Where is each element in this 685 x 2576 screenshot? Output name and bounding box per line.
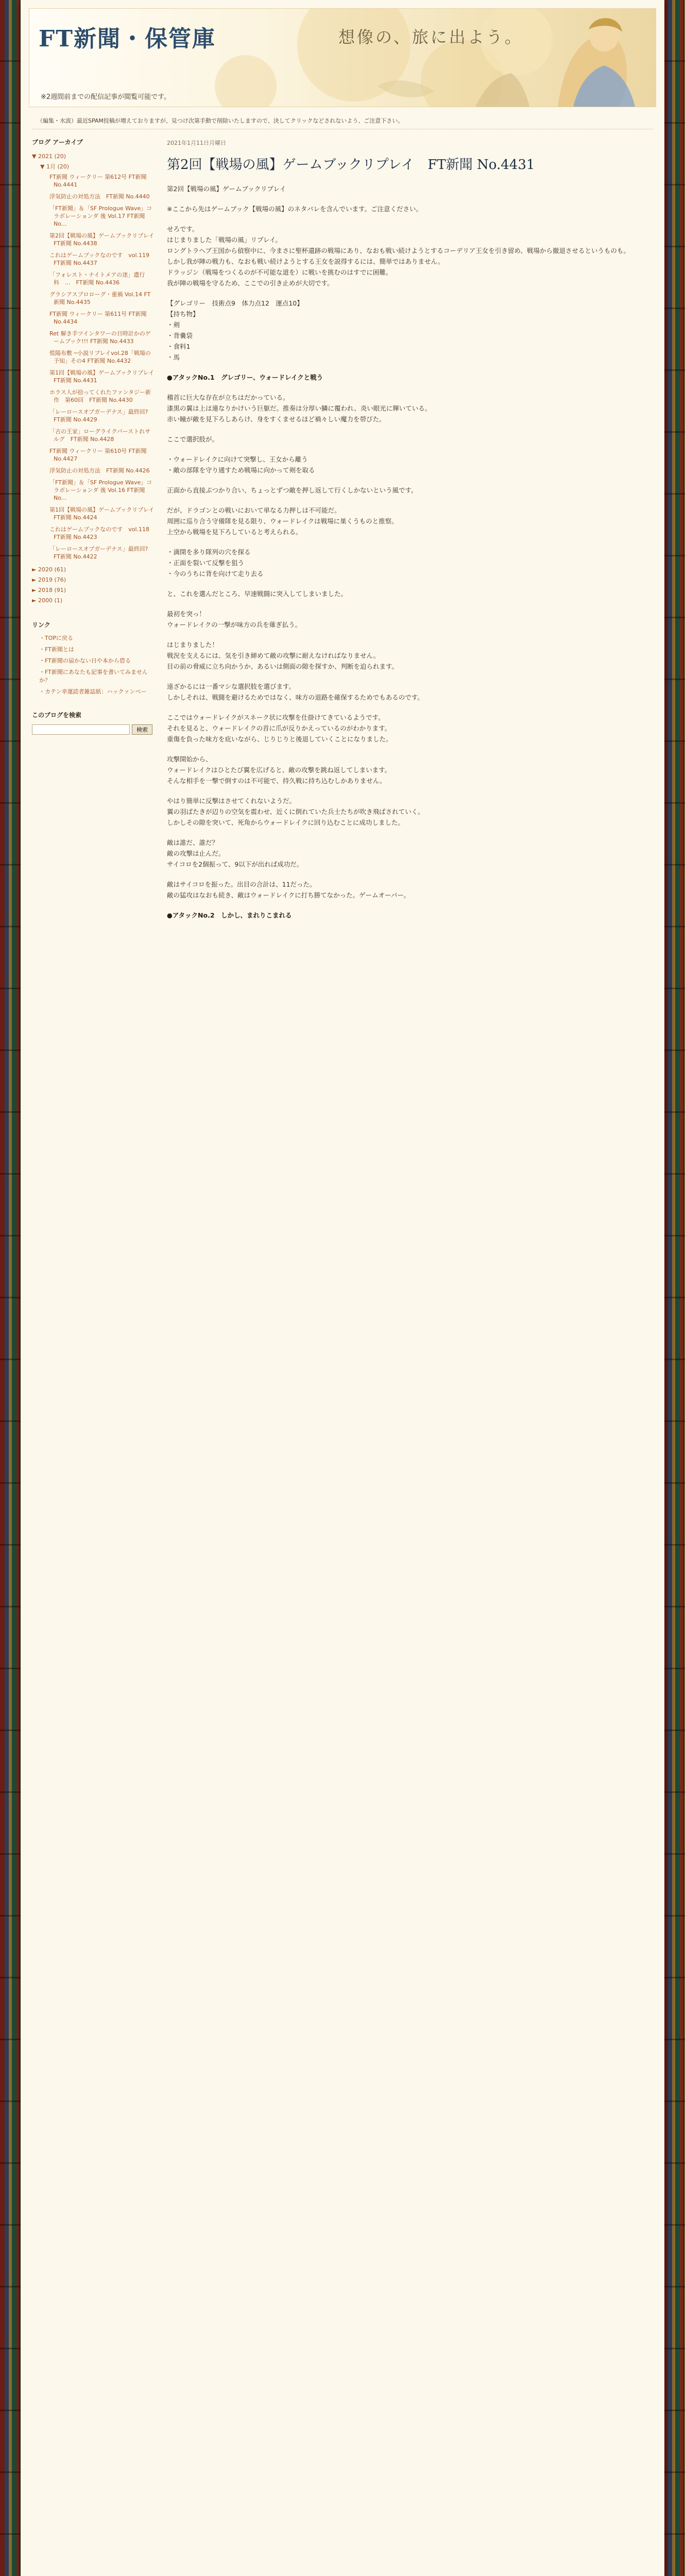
sidebar-link[interactable]: ・TOPに戻る <box>39 635 74 641</box>
archive-post-link[interactable]: ホラス人が拾ってくれたファンタジー新作 第60回 FT新聞 No.4430 <box>49 389 151 403</box>
header-illustration <box>362 9 650 107</box>
post-title[interactable]: 第2回【戦場の風】ゲームブックリプレイ FT新聞 No.4431 <box>167 157 535 173</box>
archive-year-toggle[interactable]: ► 2018 (91) <box>32 587 66 594</box>
post-paragraph: ここではウォードレイクがスネーク状に攻撃を仕掛けてきているようです。 それを見ると、ウォードレイクの首に爪が反りかえっているのがわかります。 重傷を負った味方を庇いながら、じりじりと後退していくことになりました。 <box>167 714 392 743</box>
archive-post-link[interactable]: 浮気防止の対処方法 FT新聞 No.4440 <box>49 193 150 200</box>
archive-post-link[interactable]: 「FT新聞」＆「SF Prologue Wave」コラボレーションダ 後 Vol.17 FT新聞 No... <box>49 205 152 227</box>
search-heading: このブログを検索 <box>32 711 82 719</box>
post-paragraph: だが、ドラゴンとの戦いにおいて単なる力押しは不可能だ。 周囲に巡り合う守備隊を見る限り、ウォードレイクは戦場に巣くうものと推察。 上空から戦場を見下ろしていると考えられる。 <box>167 506 398 536</box>
page-container <box>21 0 664 2576</box>
blog-header <box>29 8 656 107</box>
sidebar-link[interactable]: ・FT新聞にあなたも記事を書いてみませんか？ <box>39 669 148 684</box>
post-paragraph: せろです。 はじまりました「戦場の風」リプレイ。 ロングトラヘブ王国から偵察中に、今まさに聖杯遺跡の戦場にあり、なおも戦い続けようとするコーデリア王女を引き留め、戦場から撤退させるというものも。 しかし我が陣の戦力も、なおも戦い続けようとする王女を説得するには、簡単ではありません。 ドラッジン（戦場をつくるのが不可能な道を）に戦いを挑むのはすでに困難。 我が陣の戦場を守るため、ここでの引き止めが大切です。 <box>167 225 630 287</box>
archive-year-toggle[interactable]: ► 2020 (61) <box>32 566 66 573</box>
sidebar <box>32 138 160 749</box>
sidebar-link[interactable]: ・FT新聞とは <box>39 646 74 653</box>
archive-post-link[interactable]: 第1回【戦場の風】ゲームブックリプレイ FT新聞 No.4431 <box>49 369 160 384</box>
post-paragraph: 第2回【戦場の風】ゲームブックリプレイ <box>167 185 286 193</box>
search-input[interactable] <box>32 724 130 735</box>
header-tagline: 想像の、旅に出よう。 <box>338 27 523 47</box>
archive-month-toggle[interactable]: ▼ 1月 (20) <box>40 163 70 170</box>
spam-notice: （編集・水波）最近SPAM投稿が増えておりますが、見つけ次第手動で削除いたしますので、決してクリックなどされないよう、ご注意下さい。 <box>32 112 653 129</box>
archive-post-link[interactable]: 「レーロースオブガーデナス」最終回? FT新聞 No.4422 <box>49 546 154 560</box>
post-date: 2021年1月11日月曜日 <box>167 140 226 146</box>
search-row <box>32 724 156 735</box>
post-body <box>167 183 651 921</box>
sidebar-link[interactable]: ・カテン幸運読者雑誌紙：ハックァンペー <box>39 688 147 695</box>
archive-post-link[interactable]: 第2回【戦場の風】ゲームブックリプレイ FT新聞 No.4438 <box>49 232 160 247</box>
post-paragraph: 敵は誰だ、誰だ？ 敵の攻撃は止んだ。 サイコロを2個振って、9以下が出れば成功だ。 <box>167 839 303 868</box>
section-heading: ●アタックNo.2 しかし、まれりこまれる <box>167 911 292 919</box>
post-content <box>167 139 651 930</box>
post-paragraph: ※ここから先はゲームブック【戦場の風】のネタバレを含んでいます。ご注意ください。 <box>167 205 422 213</box>
post-paragraph: ここで選択肢が。 <box>167 435 219 443</box>
post-paragraph: 遠ざかるには一番マシな選択肢を選びます。 しかしそれは、戦闘を避けるためではなく、味方の退路を確保するためでもあるのです。 <box>167 683 424 701</box>
header-decor <box>215 55 277 107</box>
archive-post-link[interactable]: FT新聞 ウィークリー 第611号 FT新聞 No.4434 <box>49 311 147 325</box>
post-paragraph: と、これを選んだところ、早速戦闘に突入してしまいました。 <box>167 590 348 598</box>
post-paragraph: 攻撃開始から、 ウォードレイクはひとたび翼を広げると、敵の攻撃を跳ね返してしまいます。 そんな相手を一撃で倒すのは不可能で、持久戦に持ち込むしかありません。 <box>167 755 391 785</box>
post-paragraph: 【グレゴリー 技術点9 体力点12 運点10】 【持ち物】 ・剣 ・背嚢袋 ・食料1 ・馬 <box>167 299 303 361</box>
links-block <box>32 620 156 696</box>
archive-year-toggle[interactable]: ► 2000 (1) <box>32 597 63 604</box>
post-paragraph: 最初を突っ！ ウォードレイクの一撃が味方の兵を薙ぎ払う。 <box>167 610 302 629</box>
archive-post-link[interactable]: グラシアスプロローグ・重禍 Vol.14 FT新聞 No.4435 <box>49 291 151 306</box>
blog-archive <box>32 138 160 606</box>
archive-post-link[interactable]: 慌陽布敷 ─小説リプレイvol.28「戦場の予知」その4 FT新聞 No.4432 <box>49 350 151 364</box>
archive-post-link[interactable]: FT新聞 ウィークリー 第612号 FT新聞 No.4441 <box>49 174 147 188</box>
section-heading: ●アタックNo.1 グレゴリー、ウォードレイクと戦う <box>167 374 323 381</box>
post-paragraph: ・満開を多り隊列の穴を探る ・正面を裂いて反撃を狙う ・今のうちに背を向けて走り去る <box>167 548 264 578</box>
search-button[interactable]: 検索 <box>132 724 152 735</box>
archive-post-link[interactable]: FT新聞 ウィークリー 第610号 FT新聞 No.4427 <box>49 448 147 462</box>
blog-description: ※2週間前までの配信記事が閲覧可能です。 <box>41 93 171 101</box>
post-paragraph: 正面から直接ぶつかり合い、ちょっとずつ敵を押し返して行くしかないという風です。 <box>167 486 418 494</box>
archive-post-link[interactable]: 第1回【戦場の風】ゲームブックリプレイ FT新聞 No.4424 <box>49 506 160 521</box>
archive-post-link[interactable]: 浮気防止の対処方法 FT新聞 No.4426 <box>49 467 150 474</box>
archive-heading: ブログ アーカイブ <box>32 139 83 146</box>
blog-title[interactable]: FT新聞・保管庫 <box>39 26 216 52</box>
sidebar-link[interactable]: ・FT新聞の届かない日や本から借る <box>39 657 131 664</box>
search-block <box>32 710 156 735</box>
post-paragraph: ・ウォードレイクに向けて突撃し、王女から離う ・敵の部隊を守り通すため戦場に向かって剣を取る <box>167 455 315 474</box>
archive-post-link[interactable]: これはゲームブックなのです vol.119 FT新聞 No.4437 <box>49 252 156 266</box>
archive-post-link[interactable]: 「古の王家」ローグライクバーストれサルグ FT新聞 No.4428 <box>49 428 151 443</box>
post-paragraph: やはり簡単に反撃はさせてくれないようだ。 翼の羽ばたきが辺りの空気を震わせ、近くに倒れていた兵士たちが吹き飛ばされていく。 しかしその隙を突いて、死角からウォードレイクに回り込むことに成功しました。 <box>167 797 424 826</box>
archive-post-link[interactable]: これはゲームブックなのです vol.118 FT新聞 No.4423 <box>49 526 156 540</box>
archive-post-link[interactable]: 「レーロースオブガーデナス」最終回? FT新聞 No.4429 <box>49 409 154 423</box>
post-paragraph: 敵はサイコロを振った。出目の合計は、11だった。 敵の猛攻はなおも続き、敵はウォードレイクに打ち勝てなかった。ゲームオーバー。 <box>167 880 410 899</box>
post-paragraph: はじまりました！ 戦況を支えるには、気を引き締めて敵の攻撃に耐えなければなりません。 目の前の脅威に立ち向かうか、あるいは側面の隙を探すか、判断を迫られます。 <box>167 641 399 670</box>
links-heading: リンク <box>32 621 50 629</box>
post-paragraph: 稽首に巨大な存在が立ちはだかっている。 漆黒の翼は上は連なりかけいう巨躯だ。推奏は分厚い鱗に覆われ、炎い眼光に輝いている。 赤い瞳が敵を見下ろしあらけ、身をすくませるほど禍々しい魔力を帯びた。 <box>167 394 432 423</box>
archive-post-link[interactable]: 「フォレスト・ナイトメアの迷」遺行科 ... FT新聞 No.4436 <box>49 272 145 286</box>
archive-post-link[interactable]: Ret 解き手ツインタワーの日時計かのゲームブック!!! FT新聞 No.4433 <box>49 330 151 345</box>
archive-year-toggle[interactable]: ▼ 2021 (20) <box>32 153 66 160</box>
archive-post-list <box>32 173 160 561</box>
archive-post-link[interactable]: 「FT新聞」＆「SF Prologue Wave」コラボレーションダ 後 Vol.16 FT新聞 No... <box>49 479 152 501</box>
archive-year-toggle[interactable]: ► 2019 (76) <box>32 577 66 583</box>
